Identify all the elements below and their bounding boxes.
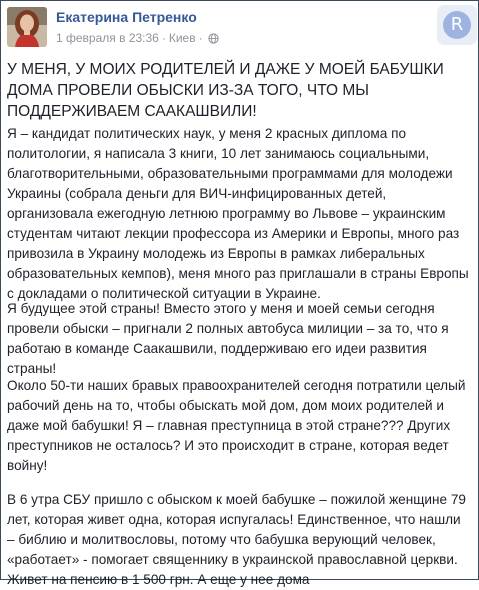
post-headline: У МЕНЯ, У МОИХ РОДИТЕЛЕЙ И ДАЖЕ У МОЕЙ БАБУШКИ ДОМА ПРОВЕЛИ ОБЫСКИ ИЗ-ЗА ТОГО, ЧТО МЫ ПОДДЕРЖИВАЕМ СААКАШВИЛИ! [7,61,444,120]
post-location[interactable]: Киев [168,31,196,45]
post-paragraph: Около 50-ти наших бравых правоохранителей сегодня потратили целый рабочий день на то, чтобы обыскать мой дом, дом моих родителей и даже мой бабушки! Я – главная преступница в этой стране??? Других преступников не осталось? И это происходит в стране, которая ведет войну! [7,378,466,473]
meta-separator-2: · [198,31,203,45]
globe-icon[interactable] [208,33,219,44]
author-name[interactable]: Екатерина Петренко [56,9,197,25]
post-meta [56,31,219,45]
post-date[interactable]: 1 февраля в 23:36 [56,31,159,45]
post-paragraph: Я – кандидат политических наук, у меня 2 красных диплома по политологии, я написала 3 книги, 10 лет занимаюсь социальными, благотворительными, образовательными программами для молодежи Украины (собрала деньги для ВИЧ-инфицированных детей, организовала ежегодную летнюю программу во Львове – украинским студентам читают лекции профессора из Америки и Европы, много раз привозила в Украину молодежь из Европы в рамках либеральных образовательных кемпов), меня много раз приглашали в страны Европы с докладами о политической ситуации в Украине. [7,126,469,301]
avatar[interactable] [7,7,47,47]
meta-separator: · [161,31,166,45]
r-logo-icon: R [443,11,471,39]
avatar-photo-icon [7,7,47,47]
r-badge [437,5,477,45]
post-paragraph: Я будущее этой страны! Вместо этого у меня и моей семьи сегодня провели обыски – пригнали 2 полных автобуса милиции – за то, что я работаю в команде Саакашвили, поддерживаю его идеи развития страны! [7,301,449,376]
post-paragraph: В 6 утра СБУ пришло с обыском к моей бабушке – пожилой женщине 79 лет, которая живет одна, которая испугалась! Единственное, что нашли – библию и молитвословы, потому что бабушка верующий человек, «работает» - помогает священнику в украинской православной церкви. Живет на пенсию в 1 500 грн. А еще у нее дома [7,492,466,587]
